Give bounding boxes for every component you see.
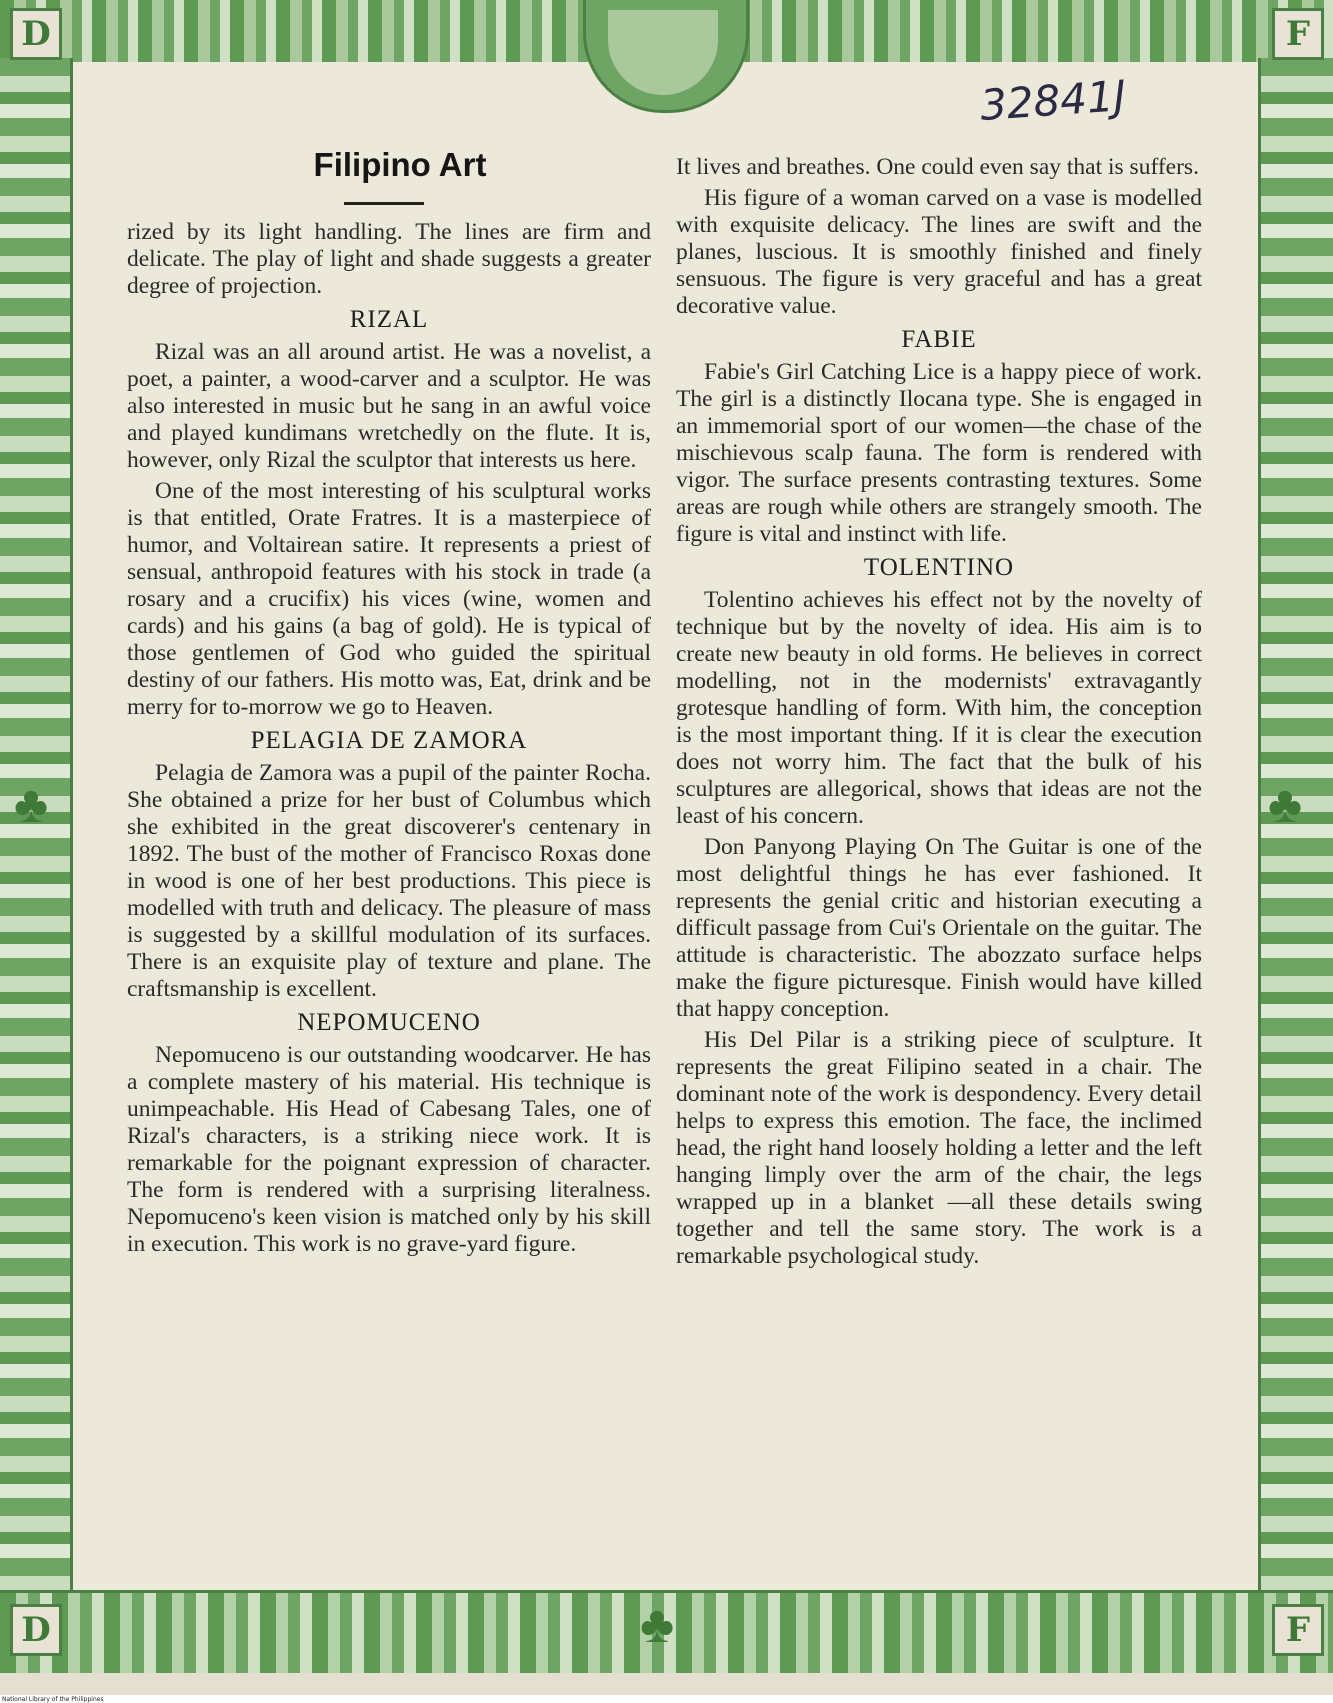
paragraph: Don Panyong Playing On The Guitar is one of the most delightful things he has ever fashioned. It represents the genial critic and historian executing a difficult passage from Cui's Orientale on the guitar. The attitude is characteristic. The abozzato surface helps make the figure picturesque. Finish would have killed that happy conception.: [676, 834, 1202, 1022]
clover-ornament-icon: ♣: [1268, 777, 1303, 834]
continued-paragraph: It lives and breathes. One could even say that is suffers.: [676, 154, 1199, 180]
section-heading: TOLENTINO: [863, 554, 1015, 581]
clover-ornament-icon: ♣: [14, 777, 49, 834]
paragraph: One of the most interesting of his sculptural works is that entitled, Orate Fratres. It is a masterpiece of humor, and Voltairean satire. It represents a priest of sensual, anthropoid features with his stock in trade (a rosary and a crucifix) his vices (wine, women and cards) and his gains (a bag of gold). He is typical of those gentlemen of God who guided the spiritual destiny of our fathers. His motto was, Eat, drink and be merry for to-morrow we go to Heaven.: [127, 478, 651, 720]
corner-monogram-bottom-right: F: [1272, 1604, 1324, 1656]
section-heading: PELAGIA DE ZAMORA: [250, 727, 528, 754]
corner-monogram-top-left: D: [10, 8, 62, 60]
title-underline: [344, 202, 424, 205]
section-heading: NEPOMUCENO: [297, 1009, 481, 1036]
paragraph: Rizal was an all around artist. He was a novelist, a poet, a painter, a wood-carver and a sculptor. He was also interested in music but he sang in an awful voice and played kundimans wretchedly on the flute. It is, however, only Rizal the sculptor that interests us here.: [127, 339, 651, 473]
section-heading: FABIE: [901, 326, 977, 353]
paragraph: Nepomuceno is our outstanding woodcarver. He has a complete mastery of his material. His technique is unimpeachable. His Head of Cabesang Tales, one of Rizal's characters, is a striking niece work. It is remarkable for the poignant expression of character. The form is rendered with a surprising literalness. Nepomuceno's keen vision is matched only by his skill in execution. This work is no grave-yard figure.: [127, 1042, 651, 1257]
paragraph: Pelagia de Zamora was a pupil of the painter Rocha. She obtained a prize for her bust of Columbus which she exhibited in the great discoverer's centenary in 1892. The bust of the mother of Francisco Roxas done in wood is one of her best productions. This piece is modelled with truth and delicacy. The pleasure of mass is suggested by a skillful modulation of its surfaces. There is an exquisite play of texture and plane. The craftsmanship is excellent.: [127, 760, 651, 1002]
clover-ornament-icon: ♣: [640, 1597, 675, 1654]
paragraph: Fabie's Girl Catching Lice is a happy piece of work. The girl is a distinctly Ilocana type. She is engaged in an immemorial sport of our women—the chase of the mischievous scalp fauna. The form is rendered with vigor. The surface presents contrasting textures. Some areas are rough while others are strangely smooth. The figure is vital and instinct with life.: [676, 359, 1202, 547]
page-title: Filipino Art: [313, 146, 487, 183]
library-credit: National Library of the Philippines: [2, 1696, 104, 1703]
corner-monogram-top-right: F: [1272, 8, 1324, 60]
paragraph: His Del Pilar is a striking piece of sculpture. It represents the great Filipino seated in a chair. The dominant note of the work is despondency. Every detail helps to express this emotion. The face, the inclimed head, the right hand loosely holding a letter and the left hanging limply over the arm of the chair, the legs wrapped up in a blanket —all these details swing together and tell the same story. The work is a remarkable psychological study.: [676, 1027, 1202, 1269]
corner-monogram-bottom-left: D: [10, 1604, 62, 1656]
paragraph: Tolentino achieves his effect not by the novelty of technique but by the novelty of idea. His aim is to create new beauty in old forms. He believes in correct modelling, not in the modernists' extravagantly grotesque handling of form. With him, the conception is the most important thing. If it is clear the execution does not worry him. The fact that the bulk of his sculptures are allegorical, shows that ideas are not the least of his concern.: [676, 587, 1202, 829]
section-heading: RIZAL: [349, 306, 429, 333]
handwritten-accession-number: 32841J: [978, 70, 1128, 131]
left-column: [127, 219, 651, 1262]
right-column: [676, 154, 1202, 1274]
continued-paragraph: rized by its light handling. The lines are firm and delicate. The play of light and shade suggests a greater degree of projection.: [127, 219, 651, 299]
paragraph: His figure of a woman carved on a vase is modelled with exquisite delicacy. The lines are swift and the planes, luscious. It is smoothly finished and finely sensuous. The figure is very graceful and has a great decorative value.: [676, 185, 1202, 319]
